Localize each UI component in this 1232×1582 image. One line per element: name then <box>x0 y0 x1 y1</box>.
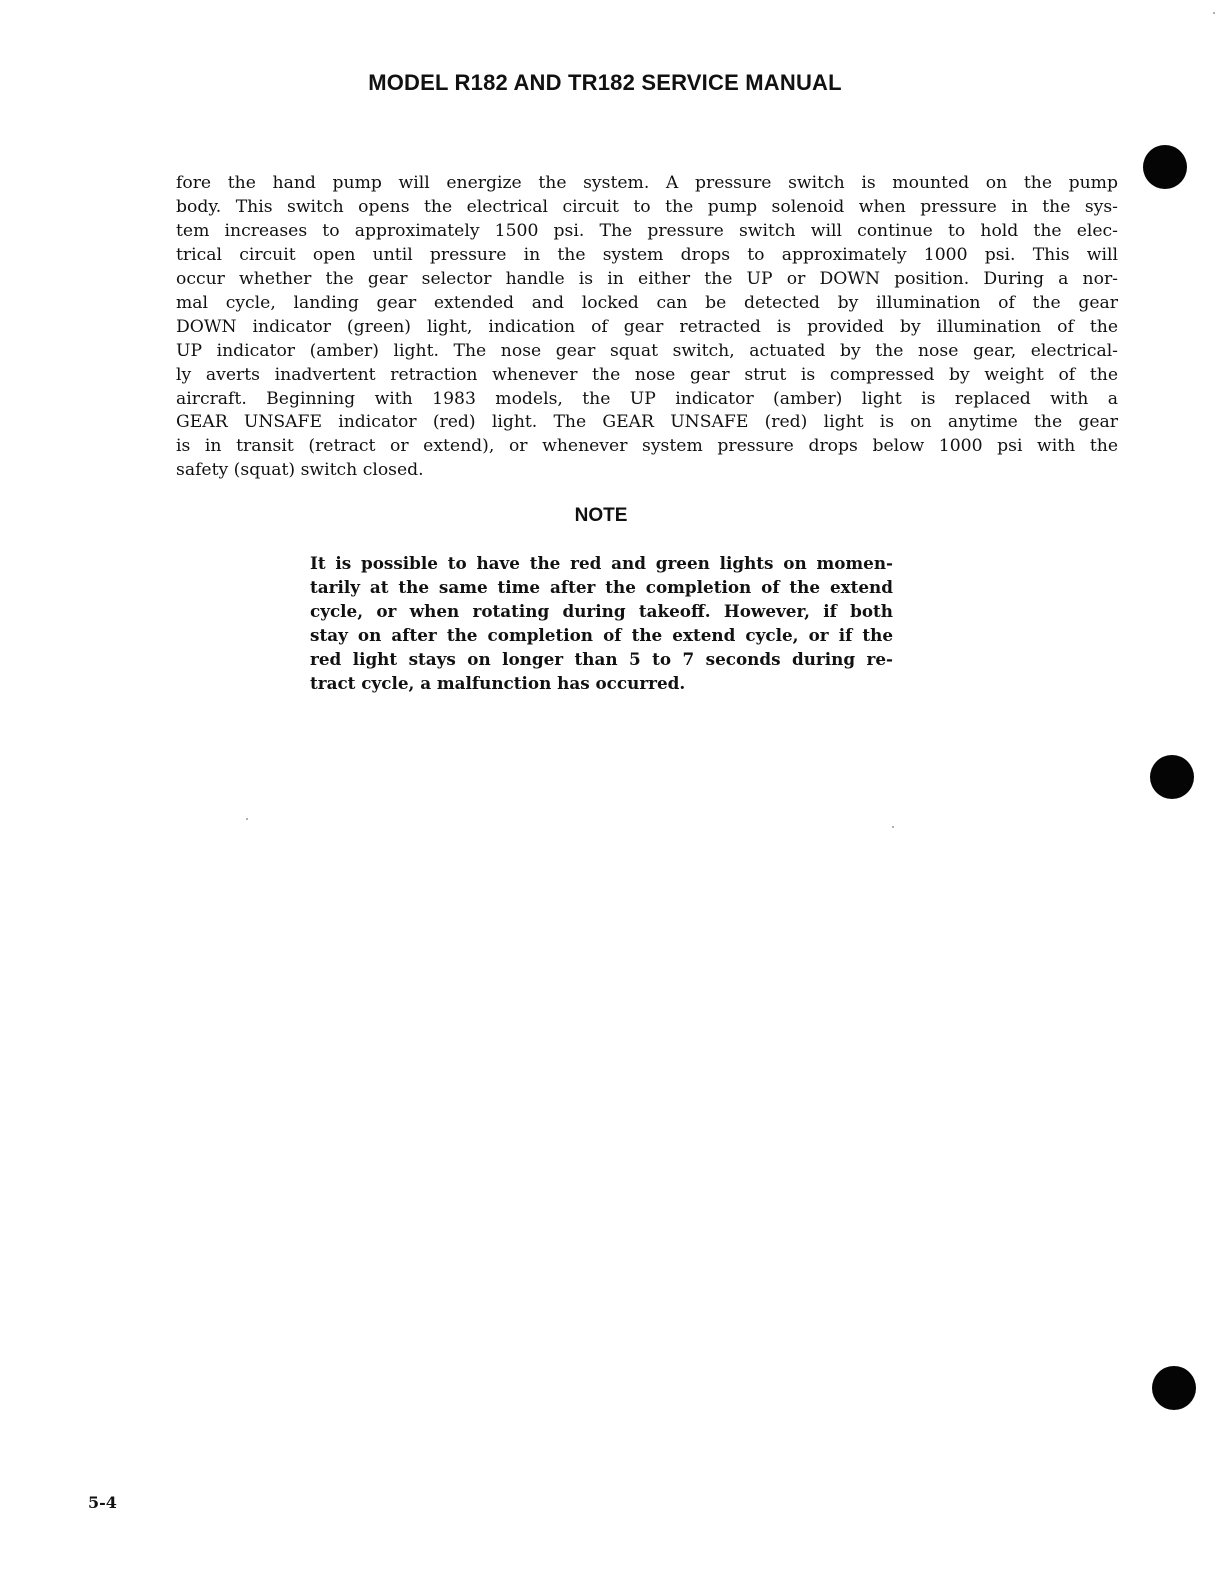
body-line: ly averts inadvertent retraction whenever the nose gear strut is compressed by weight of the <box>176 365 1118 385</box>
body-line: aircraft. Beginning with 1983 models, the UP indicator (amber) light is replaced with a <box>176 389 1118 409</box>
body-line: UP indicator (amber) light. The nose gear squat switch, actuated by the nose gear, electrical- <box>176 341 1118 361</box>
punch-hole-middle <box>1150 755 1194 799</box>
body-line: is in transit (retract or extend), or whenever system pressure drops below 1000 psi with the <box>176 436 1118 456</box>
page-title: MODEL R182 AND TR182 SERVICE MANUAL <box>368 70 842 95</box>
punch-hole-top <box>1143 145 1187 189</box>
punch-hole-bottom <box>1152 1366 1196 1410</box>
scan-speck <box>892 826 894 828</box>
note-line: It is possible to have the red and green lights on momen- <box>310 553 893 573</box>
note-line: cycle, or when rotating during takeoff. However, if both <box>310 601 893 621</box>
scan-speck <box>1213 12 1215 14</box>
note-line: red light stays on longer than 5 to 7 seconds during re- <box>310 649 893 669</box>
note-heading: NOTE <box>574 505 628 526</box>
page-number: 5-4 <box>88 1493 117 1512</box>
note-line: tract cycle, a malfunction has occurred. <box>310 673 686 693</box>
note-line: tarily at the same time after the completion of the extend <box>310 577 893 597</box>
body-line: safety (squat) switch closed. <box>176 460 424 480</box>
body-line: trical circuit open until pressure in the system drops to approximately 1000 psi. This will <box>176 245 1118 265</box>
body-line: occur whether the gear selector handle is in either the UP or DOWN position. During a nor- <box>176 269 1118 289</box>
body-line: fore the hand pump will energize the system. A pressure switch is mounted on the pump <box>176 173 1118 193</box>
scan-speck <box>246 818 248 820</box>
body-line: GEAR UNSAFE indicator (red) light. The GEAR UNSAFE (red) light is on anytime the gear <box>176 412 1118 432</box>
body-line: DOWN indicator (green) light, indication of gear retracted is provided by illumination of the <box>176 317 1118 337</box>
note-line: stay on after the completion of the extend cycle, or if the <box>310 625 893 645</box>
body-line: mal cycle, landing gear extended and locked can be detected by illumination of the gear <box>176 293 1118 313</box>
body-line: tem increases to approximately 1500 psi. The pressure switch will continue to hold the elec- <box>176 221 1118 241</box>
body-line: body. This switch opens the electrical circuit to the pump solenoid when pressure in the sys- <box>176 197 1118 217</box>
